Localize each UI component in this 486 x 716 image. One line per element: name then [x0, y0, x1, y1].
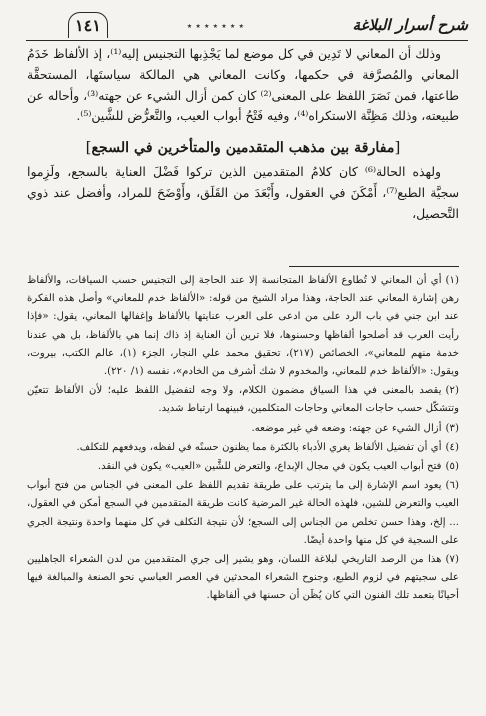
heading-bracket-open: [ — [394, 138, 401, 157]
footnote-number: (٣) — [445, 422, 459, 434]
footnote-4 — [27, 439, 459, 457]
running-header — [26, 12, 468, 41]
footnote-1 — [27, 272, 459, 381]
heading-bracket-close: ] — [85, 138, 92, 157]
footnote-7 — [27, 551, 459, 606]
header-ornament: ٭ ٭ ٭ ٭ ٭ ٭ ٭ — [186, 21, 244, 32]
footnote-text: أي أن تفضيل الألفاظ يغري الأدباء بالكثرة مما يظنون حسنًه في لفظه، ويدفعهم للتكلف. — [76, 441, 442, 453]
paragraph-1: وذلك أن المعاني لا تَدِين في كل موضع لما يَجْذِبها التجنيس إليه⁽¹⁾، إذ الألفاظ خَدَمُ المعاني والمُصرَّفة في حكمها، وكانت المعاني هي المالكة سياستَها، المستحقَّة طاعتها، فمن نَصَرَ اللفظ على المعنى⁽²⁾ كان كمن أزال الشيء عن جهته⁽³⁾، وأحاله عن طبيعته، وذلك مَظِنَّة الاستكراه⁽⁴⁾، وفيه فَتْحُ أبواب العيب، والتَّعرُّض للشَّين⁽⁵⁾. — [27, 46, 459, 124]
section-heading-text: مفارقة بين مذهب المتقدمين والمتأخرين في السجع — [91, 140, 395, 157]
page-number: ١٤١ — [68, 12, 108, 38]
footnote-text: هذا من الرصد التاريخي لبلاغة اللسان، وهو يشير إلى جري المتقدمين من لدن الشعراء الجاهليين على سجيتهم في لزوم الطبع، وجنوح الشعراء المحدثين في العصر العباسي نحو الصنعة والمبالغة فيها أحيانًا بتعمد تلك الفنون التي كان يُظَن أن حسنها في ألفاظها. — [27, 554, 459, 602]
running-title: شرح أسرار البلاغة — [352, 16, 468, 34]
footnote-rule — [289, 266, 459, 267]
paragraph-2: ولهذه الحالة⁽⁶⁾ كان كلامُ المتقدمين الذين تركوا فَضْلَ العناية بالسجع، ولَزِموا سجيَّة الطبع⁽⁷⁾، أَمْكَنَ في العقول، وأَبْعَدَ من القَلَق، وأَوْضَحَ للمراد، وأفضل عند ذوي التَّحصيل، — [27, 164, 459, 221]
footnotes — [27, 272, 459, 607]
footnote-text: يقصد بالمعنى في هذا السياق مضمون الكلام، ولا وجه لتفضيل اللفظ عليه؛ لأن الألفاظ تتعيّن وتتشكّل حسب حاجات المعاني وحاجات المتكلمين، فبينهما ارتباط شديد. — [27, 385, 459, 415]
footnote-3 — [27, 420, 459, 438]
footnote-number: (٢) — [445, 385, 459, 397]
footnote-text: أي أن المعاني لا تُطاوع الألفاظ المتجانسة إلا عند الحاجة إلى التجنيس حسب السياقات، والألفاظ رهن إشارة المعاني عند الحاجة، وهذا مراد الشيخ من قوله: «الألفاظ خدم للمعاني» وأصل هذه الفكرة عند ابن جني في باب الرد على من ادعى على العرب عنايتها بالألفاظ وإغفالها المعاني، يقول: «فإذا رأيت العرب قد أصلحوا ألفاظها وحسنوها، فلا ترين أن العناية إذ ذاك إنما هي بالألفاظ، بل هي عندنا خدمة منهم للمعاني»، الخصائص (٢١٧)، تحقيق محمد علي النجار، الجزء (١)، عالم الكتب، بيروت، ويقول: «الألفاظ خدم للمعاني، والمخدوم لا شك أشرف من الخادم»، نفسه (١/ ٢٢٠). — [27, 275, 459, 378]
footnote-number: (٤) — [445, 441, 459, 453]
footnote-number: (٧) — [445, 554, 459, 566]
footnote-5 — [27, 458, 459, 476]
footnote-text: أزال الشيء عن جهته: وضعه في غير موضعه. — [251, 422, 442, 434]
main-text — [27, 44, 459, 225]
footnote-2 — [27, 382, 459, 418]
footnote-text: يعود اسم الإشارة إلى ما يترتب على طريقة تقديم اللفظ على المعنى في الجناس من فتح أبواب العيب والتعرض للشين، فلهذه الحالة غير المرضية كانت طريقة المتقدمين في السجع أمكن في العقول، ... إلخ، وهذا حسن تخلص من الجناس إلى السجع؛ لأن نتيجة التكلف في كل منهما واحدة ونتيجة الجري على السجية في كل منها واحدة أيضًا. — [27, 480, 459, 546]
footnote-6 — [27, 477, 459, 550]
footnote-number: (١) — [445, 275, 459, 286]
footnote-number: (٦) — [445, 480, 459, 492]
section-heading — [29, 138, 457, 156]
footnote-text: فتح أبواب العيب يكون في مجال الإبداع، والتعرض للشَّين «العيب» يكون في النقد. — [97, 461, 442, 473]
footnote-number: (٥) — [445, 461, 459, 473]
